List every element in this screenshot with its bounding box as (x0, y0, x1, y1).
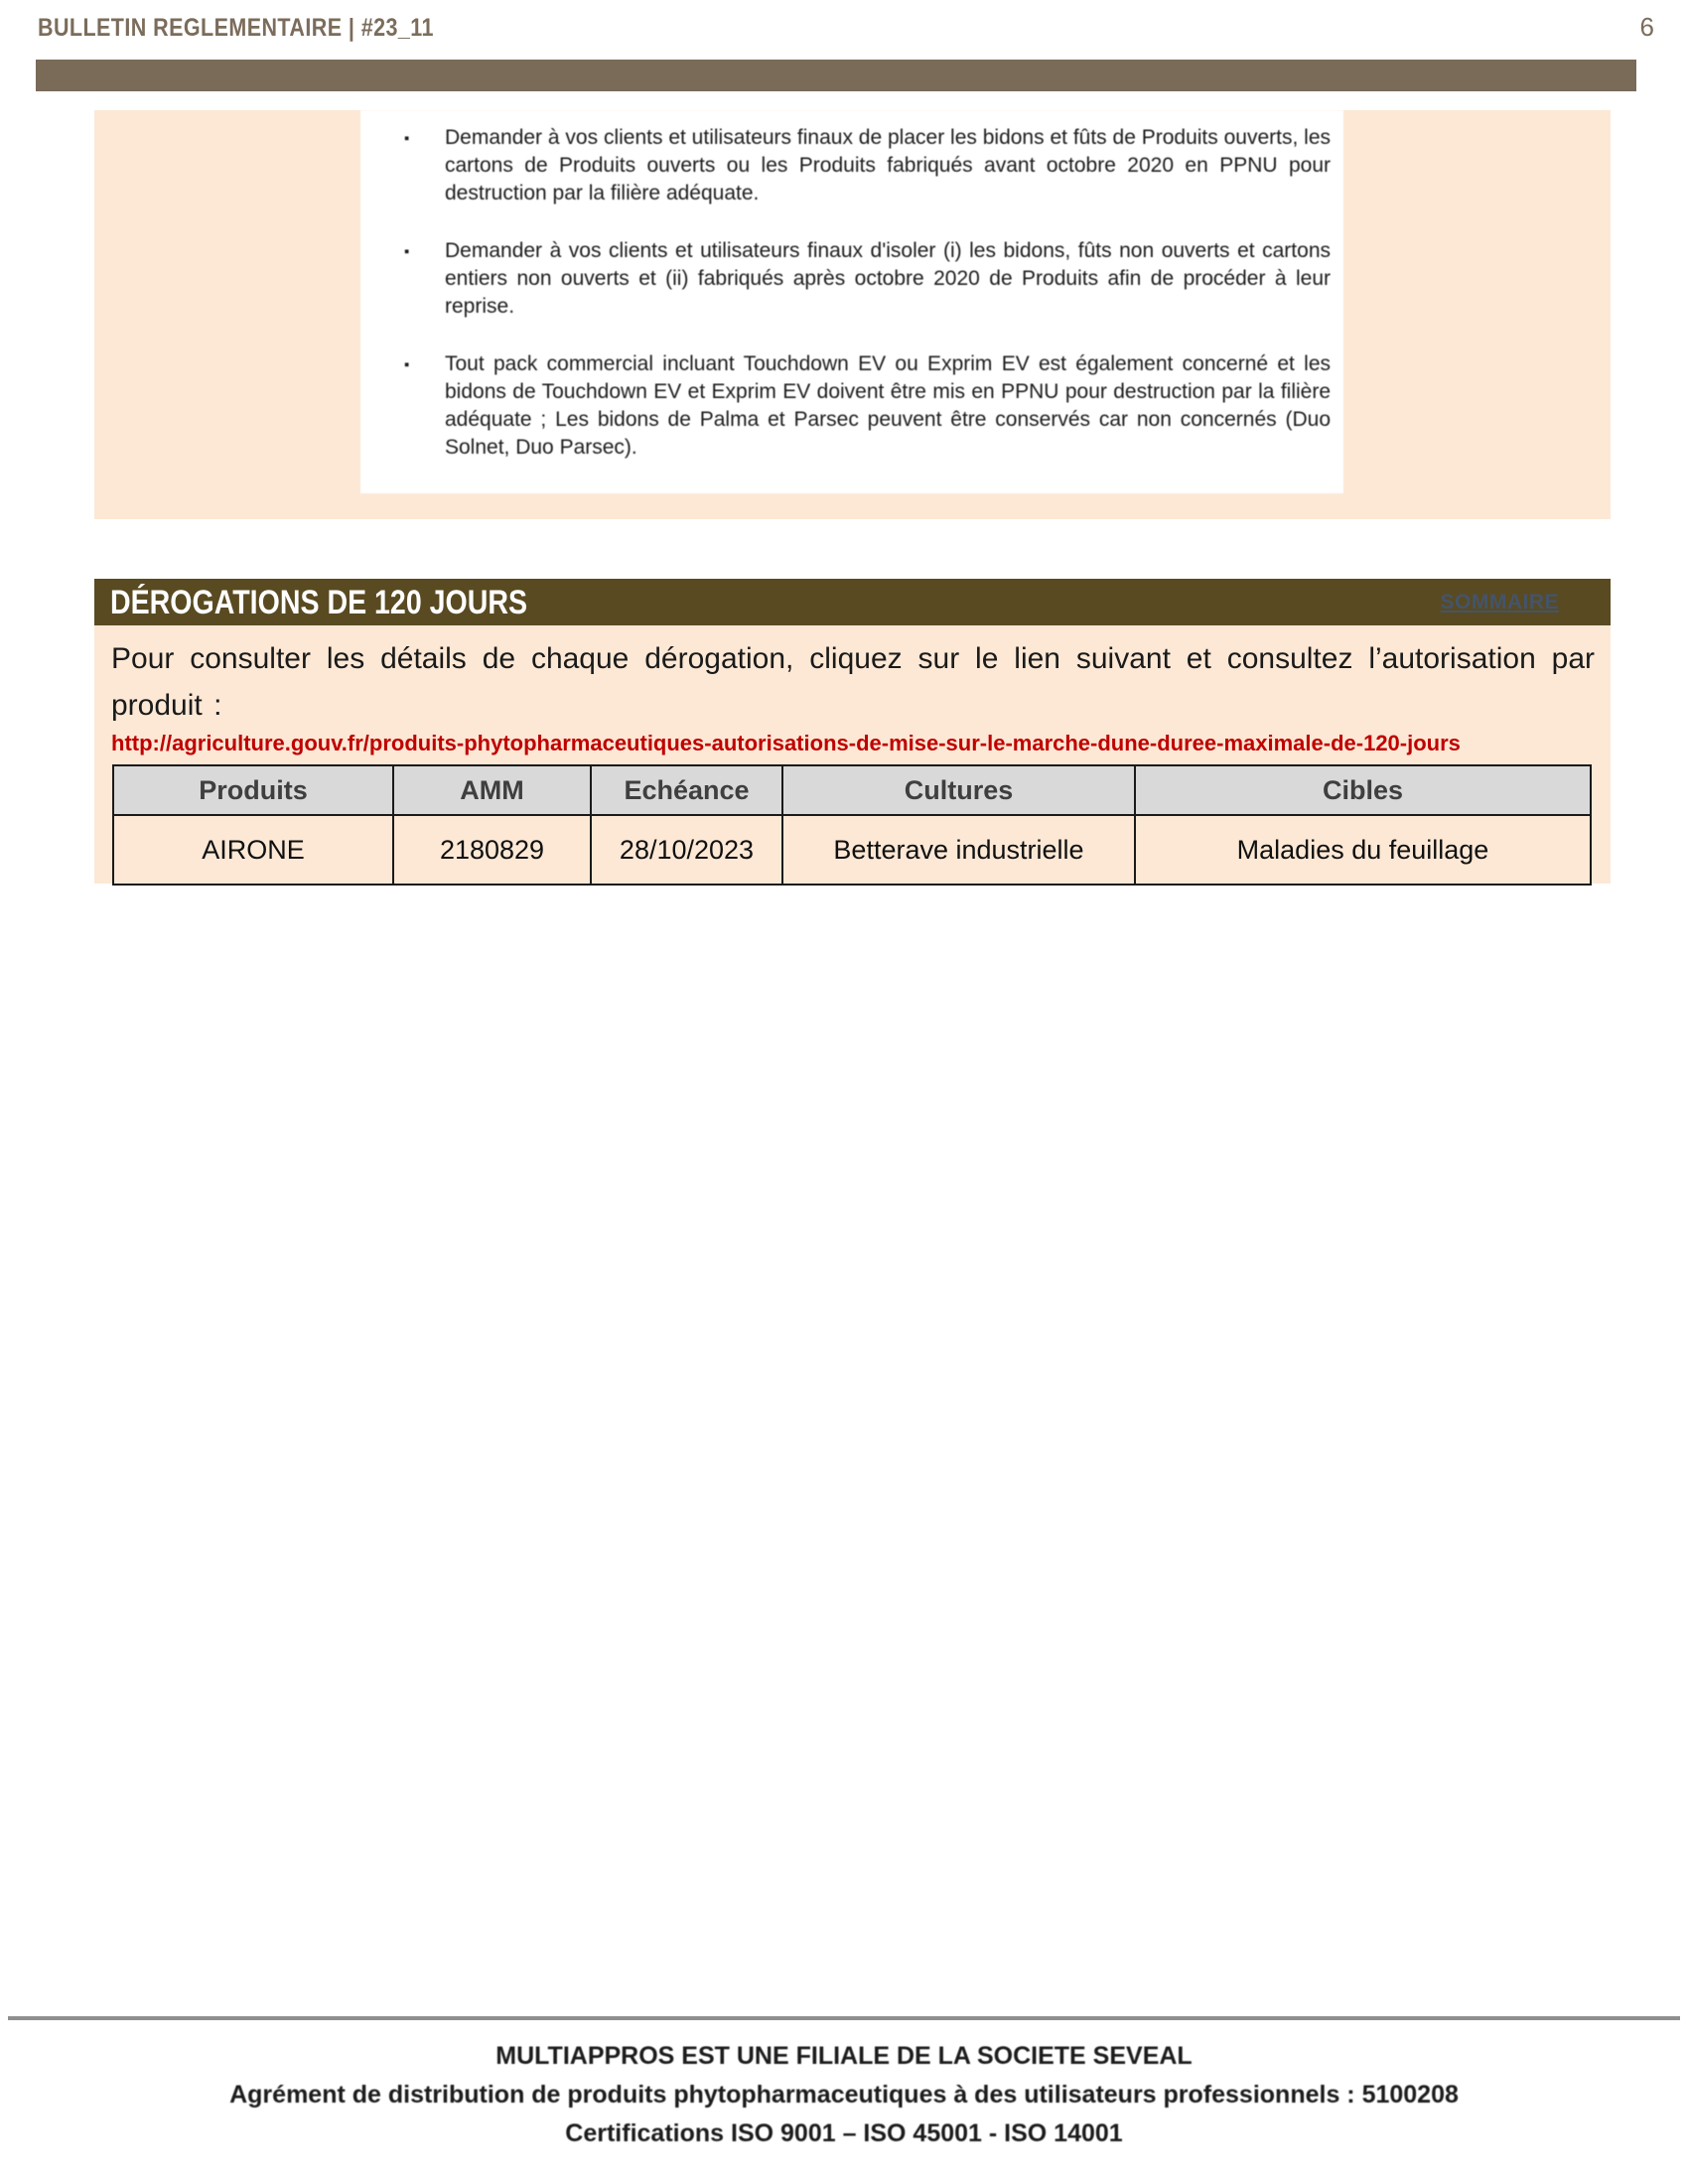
list-item (360, 124, 1343, 207)
cell-amm: 2180829 (393, 815, 591, 885)
bullet-icon: ▪ (404, 130, 410, 147)
bullet-icon: ▪ (404, 356, 410, 373)
derogations-intro-text: Pour consulter les détails de chaque dérogation, cliquez sur le lien suivant et consultez l’autorisation par produit : (111, 642, 1595, 722)
bullet-text: Demander à vos clients et utilisateurs finaux de placer les bidons et fûts de Produits ouverts, les cartons de Produits ouverts ou les Produits fabriqués avant octobre 2020 en PPNU pour destruction par la filière adéquate. (445, 126, 1331, 205)
footer-agrement-line: Agrément de distribution de produits phytopharmaceutiques à des utilisateurs professionnels : 5100208 (229, 2081, 1459, 2109)
derogations-table (112, 764, 1592, 886)
footer-company-line: MULTIAPPROS EST UNE FILIALE DE LA SOCIETE SEVEAL (495, 2042, 1193, 2070)
page-number: 6 (1639, 12, 1654, 42)
derogations-section-body (94, 625, 1611, 884)
column-header-produits: Produits (113, 765, 393, 815)
letter-excerpt-panel (94, 110, 1611, 519)
cell-echeance: 28/10/2023 (591, 815, 782, 885)
sommaire-link[interactable]: SOMMAIRE (1440, 591, 1559, 614)
footer-divider (8, 2016, 1680, 2020)
cell-produit: AIRONE (113, 815, 393, 885)
bullet-text: Demander à vos clients et utilisateurs finaux d'isoler (i) les bidons, fûts non ouverts et cartons entiers non ouverts et (ii) fabriqués après octobre 2020 de Produits afin de procéder à leur reprise. (445, 239, 1331, 318)
section-header-derogations (94, 579, 1611, 625)
cell-cultures: Betterave industrielle (782, 815, 1135, 885)
table-row (113, 815, 1591, 885)
bullet-icon: ▪ (404, 243, 410, 260)
column-header-cultures: Cultures (782, 765, 1135, 815)
bullet-text: Tout pack commercial incluant Touchdown EV ou Exprim EV est également concerné et les bidons de Touchdown EV et Exprim EV doivent être mis en PPNU pour destruction par la filière adéquate ; Les bidons de Palma et Parsec peuvent être conservés car non concernés (Duo Solnet, Duo Parsec). (445, 352, 1331, 459)
section-title: DÉROGATIONS DE 120 JOURS (110, 584, 528, 621)
list-item (360, 237, 1343, 321)
footer-certifications-line: Certifications ISO 9001 – ISO 45001 - ISO 14001 (565, 2119, 1123, 2147)
bulletin-header-title: BULLETIN REGLEMENTAIRE | #23_11 (38, 14, 434, 42)
list-item (360, 350, 1343, 462)
column-header-cibles: Cibles (1135, 765, 1591, 815)
column-header-amm: AMM (393, 765, 591, 815)
header-rule-bar (36, 60, 1636, 91)
column-header-echeance: Echéance (591, 765, 782, 815)
derogation-url-link[interactable]: http://agriculture.gouv.fr/produits-phytopharmaceutiques-autorisations-de-mise-sur-le-marche-dune-duree-maximale-de-120-jours (111, 731, 1461, 755)
cell-cibles: Maladies du feuillage (1135, 815, 1591, 885)
letter-scan-image (360, 110, 1343, 493)
table-header-row (113, 765, 1591, 815)
